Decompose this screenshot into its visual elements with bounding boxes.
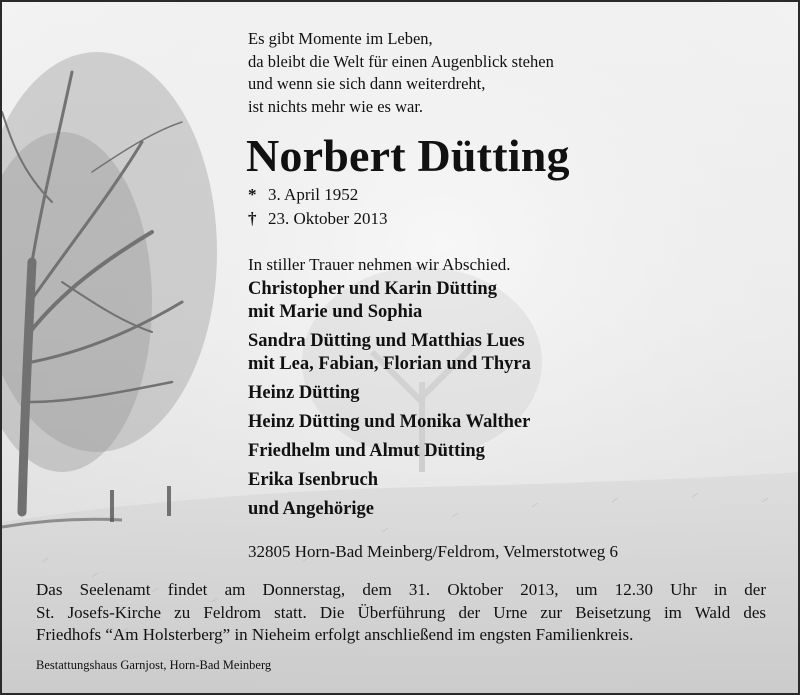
birth-date-row (248, 183, 387, 207)
deceased-name: Norbert Dütting (246, 130, 570, 181)
death-date: 23. Oktober 2013 (268, 209, 388, 228)
mourner-line: Sandra Dütting und Matthias Lues (248, 331, 525, 351)
mourner-line: Heinz Dütting und Monika Walther (248, 412, 531, 432)
notice-line: Das Seelenamt findet am Donnerstag, dem 31. Oktober 2013, um 12.30 Uhr in der (36, 580, 766, 599)
notice-line: St. Josefs-Kirche zu Feldrom statt. Die Überführung der Urne zur Beisetzung im Wald des (36, 602, 766, 622)
notice-line: Friedhofs “Am Holsterberg” in Nieheim erfolgt anschließend im engsten Familienkreis. (36, 625, 634, 644)
mourner-line: und Angehörige (248, 499, 374, 519)
death-date-row (248, 207, 387, 231)
mourner-line: mit Marie und Sophia (248, 302, 423, 322)
service-notice (36, 579, 766, 647)
poem-line: Es gibt Momente im Leben, (248, 29, 433, 48)
birth-star-icon: * (248, 185, 257, 204)
poem-line: und wenn sie sich dann weiterdreht, (248, 74, 486, 93)
life-dates (248, 183, 387, 231)
mourner-line: Heinz Dütting (248, 383, 360, 403)
birth-date: 3. April 1952 (268, 185, 359, 204)
poem (248, 28, 668, 118)
address: 32805 Horn-Bad Meinberg/Feldrom, Velmerstotweg 6 (248, 542, 619, 561)
mourner-line: mit Lea, Fabian, Florian und Thyra (248, 354, 531, 374)
mourners-list (248, 278, 531, 521)
mourner-line: Friedhelm und Almut Dütting (248, 441, 485, 461)
poem-line: da bleibt die Welt für einen Augenblick stehen (248, 51, 554, 71)
poem-line: ist nichts mehr wie es war. (248, 96, 424, 116)
farewell-intro: In stiller Trauer nehmen wir Abschied. (248, 255, 511, 274)
mourner-line: Erika Isenbruch (248, 470, 379, 490)
mourner-line: Christopher und Karin Dütting (248, 279, 497, 299)
death-cross-icon: † (248, 209, 257, 228)
funeral-home: Bestattungshaus Garnjost, Horn-Bad Meinberg (36, 658, 272, 672)
